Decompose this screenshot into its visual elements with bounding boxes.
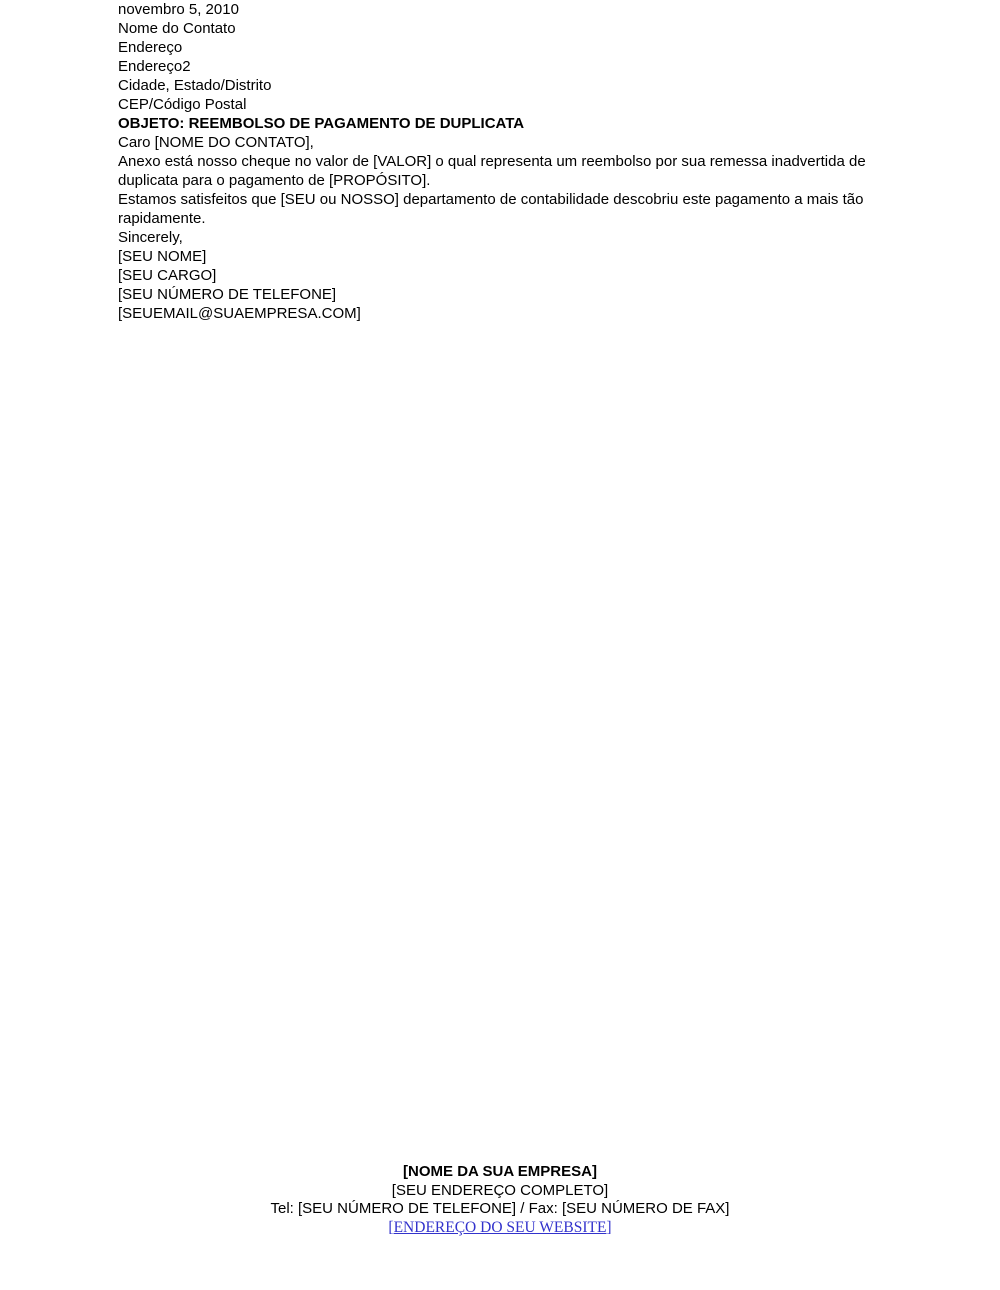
recipient-address-2: Endereço2 (118, 58, 191, 75)
footer-company-name: [NOME DA SUA EMPRESA] (403, 1163, 597, 1180)
company-footer (0, 1163, 1000, 1237)
letter-body (118, 0, 888, 323)
body-paragraph-2: Estamos satisfeitos que [SEU ou NOSSO] departamento de contabilidade descobriu este pagamento a mais tão rapidamente. (118, 191, 864, 227)
closing-line: Sincerely, (118, 229, 183, 246)
salutation: Caro [NOME DO CONTATO], (118, 134, 314, 151)
date-line: novembro 5, 2010 (118, 1, 239, 18)
recipient-postal-code: CEP/Código Postal (118, 96, 247, 113)
subject-line: OBJETO: REEMBOLSO DE PAGAMENTO DE DUPLICATA (118, 115, 525, 132)
recipient-address-block (118, 19, 888, 114)
signature-name: [SEU NOME] (118, 248, 207, 265)
footer-company-address: [SEU ENDEREÇO COMPLETO] (391, 1181, 609, 1199)
footer-tel-fax: Tel: [SEU NÚMERO DE TELEFONE] / Fax: [SEU NÚMERO DE FAX] (270, 1200, 730, 1217)
signature-title: [SEU CARGO] (118, 267, 217, 284)
recipient-name: Nome do Contato (118, 20, 236, 37)
website-link[interactable]: [ENDEREÇO DO SEU WEBSITE] (388, 1218, 612, 1236)
footer-link-row (0, 1219, 1000, 1238)
body-paragraph-1: Anexo está nosso cheque no valor de [VALOR] o qual representa um reembolso por sua remessa inadvertida de duplicata para o pagamento de [PROPÓSITO]. (118, 153, 866, 189)
recipient-city-state: Cidade, Estado/Distrito (118, 77, 272, 94)
signature-email: [SEUEMAIL@SUAEMPRESA.COM] (118, 305, 361, 322)
recipient-address-1: Endereço (118, 39, 183, 56)
signature-block (118, 247, 888, 323)
signature-phone: [SEU NÚMERO DE TELEFONE] (118, 286, 337, 303)
